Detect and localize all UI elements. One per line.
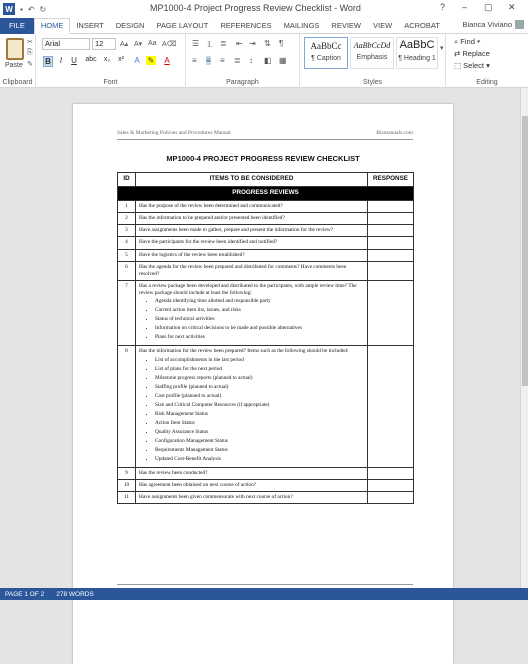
- paragraph-group: [186, 34, 300, 88]
- bullet-item: • Staffing profile (planned to actual): [155, 384, 364, 391]
- tab-design[interactable]: DESIGN: [115, 20, 145, 30]
- table-row: [118, 280, 414, 345]
- bullet-item: • Milestone progress reports (planned to actual): [155, 375, 364, 382]
- bullet-item: • Configuration Management Status: [155, 438, 364, 445]
- strikethrough-button[interactable]: abc: [85, 56, 97, 63]
- styles-group: [300, 34, 446, 88]
- find-label: Find: [460, 37, 475, 46]
- table-row: [118, 237, 414, 249]
- table-row: [118, 201, 414, 213]
- row-id: 10: [118, 480, 136, 492]
- response-cell[interactable]: [368, 492, 414, 504]
- row-id: 5: [118, 249, 136, 261]
- bullets-icon[interactable]: ☰: [192, 39, 200, 48]
- row-item-text: Has the information for the review been prepared? Items such as the following should be included:: [139, 348, 349, 355]
- style-name: Emphasis: [356, 54, 388, 61]
- paste-button[interactable]: Paste: [5, 62, 23, 69]
- response-cell[interactable]: [368, 346, 414, 468]
- numbering-icon[interactable]: ⒈: [206, 40, 214, 49]
- format-painter-icon[interactable]: ✎: [27, 61, 33, 68]
- page-header-left: Sales & Marketing Policies and Procedures Manual: [117, 130, 231, 136]
- row-id: 11: [118, 492, 136, 504]
- replace-label: Replace: [462, 49, 490, 58]
- save-icon[interactable]: ▪: [20, 4, 23, 14]
- justify-icon[interactable]: ≣: [234, 56, 241, 65]
- row-id: 8: [118, 346, 136, 468]
- help-button[interactable]: ?: [440, 2, 446, 12]
- borders-icon[interactable]: ▦: [279, 56, 287, 65]
- change-case-icon[interactable]: Aa: [148, 40, 157, 47]
- bullet-item: • List of accomplishments in the last period: [155, 357, 364, 364]
- table-row: [118, 225, 414, 237]
- minimize-button[interactable]: –: [462, 2, 468, 12]
- header-response: RESPONSE: [368, 173, 414, 187]
- scrollbar-thumb[interactable]: [522, 116, 528, 386]
- section-row: [118, 187, 414, 201]
- redo-icon[interactable]: ↻: [39, 4, 47, 14]
- bullet-item: • Updated Cost-Benefit Analysis: [155, 456, 364, 463]
- select-button[interactable]: ⬚ Select ▾: [454, 61, 490, 70]
- show-marks-icon[interactable]: ¶: [279, 39, 284, 48]
- font-group: [36, 34, 186, 88]
- row-item-text: Have assignments been made to gather, prepare and present the information for the review?: [139, 227, 333, 234]
- table-row: [118, 249, 414, 261]
- editing-group: [446, 34, 528, 88]
- paragraph-label: Paragraph: [226, 79, 259, 86]
- style-name: ¶ Caption: [311, 55, 341, 62]
- row-item-text: Has a review package been developed and distributed to the participants, with ample review time? The review package should include at least the following:: [139, 282, 357, 297]
- bullet-item: • Risk Management Status: [155, 411, 364, 418]
- row-item: [136, 492, 368, 504]
- bullet-item: • Status of technical activities: [155, 316, 364, 323]
- row-item: [136, 480, 368, 492]
- style-sample: AaBbCcDd: [353, 41, 391, 50]
- styles-label: Styles: [362, 79, 383, 86]
- response-cell[interactable]: [368, 280, 414, 345]
- select-label: Select: [463, 61, 485, 70]
- row-item-text: Has the agenda for the review been prepared and distributed for comments? Have comments been resolved?: [139, 263, 347, 277]
- bullet-item: • Information on critical decisions to be made and possible alternatives: [155, 325, 364, 332]
- response-cell[interactable]: [368, 467, 414, 479]
- vertical-scrollbar[interactable]: [520, 88, 528, 588]
- style-sample: AaBbCc: [310, 41, 342, 51]
- table-row: [118, 492, 414, 504]
- find-button[interactable]: ⌕ Find ▾: [454, 37, 481, 46]
- title-bar: [0, 0, 528, 18]
- tab-acrobat[interactable]: ACROBAT: [404, 20, 440, 30]
- style-emphasis[interactable]: [350, 37, 394, 69]
- font-color-icon[interactable]: A: [164, 56, 170, 65]
- row-id: 7: [118, 280, 136, 345]
- copy-icon[interactable]: ⎘: [27, 49, 33, 56]
- response-cell[interactable]: [368, 480, 414, 492]
- row-id: 3: [118, 225, 136, 237]
- document-area[interactable]: [0, 88, 520, 588]
- row-item: [136, 201, 368, 213]
- tab-insert[interactable]: INSERT: [76, 20, 104, 30]
- ribbon: [0, 34, 528, 88]
- bullet-item: • Current action item list, issues, and risks: [155, 307, 364, 314]
- style-caption[interactable]: [304, 37, 348, 69]
- shading-icon[interactable]: ◧: [264, 56, 272, 65]
- bullet-item: • Agenda identifying time allotted and responsible party: [155, 298, 364, 305]
- italic-button[interactable]: I: [59, 56, 63, 65]
- row-item-text: Has the review been conducted?: [139, 469, 208, 476]
- line-spacing-icon[interactable]: ↕: [249, 56, 253, 65]
- undo-icon[interactable]: ↶: [27, 4, 35, 14]
- paste-icon[interactable]: [6, 38, 24, 60]
- shrink-font-icon[interactable]: A▾: [134, 41, 143, 48]
- tab-references[interactable]: REFERENCES: [220, 20, 272, 30]
- multilevel-list-icon[interactable]: ≣: [220, 39, 227, 48]
- row-bullet-list: [155, 298, 364, 341]
- style-name: ¶ Heading 1: [398, 55, 436, 62]
- user-name: Bianca Viviano: [462, 20, 512, 29]
- select-icon: ⬚: [454, 61, 464, 70]
- increase-indent-icon[interactable]: ⇥: [249, 39, 256, 48]
- row-item-text: Has agreement been obtained on next course of action?: [139, 482, 257, 489]
- table-row: [118, 261, 414, 280]
- header-items: ITEMS TO BE CONSIDERED: [136, 173, 368, 187]
- highlight-icon[interactable]: ✎: [147, 56, 155, 65]
- header-id: ID: [118, 173, 136, 187]
- style-heading-1[interactable]: [396, 37, 438, 69]
- response-cell[interactable]: [368, 225, 414, 237]
- bullet-item: • Quality Assurance Status: [155, 429, 364, 436]
- response-cell[interactable]: [368, 201, 414, 213]
- align-center-icon[interactable]: ≡: [206, 56, 211, 65]
- table-row: [118, 346, 414, 468]
- row-item-text: Have the logistics of the review been established?: [139, 251, 245, 258]
- tab-home[interactable]: HOME: [34, 18, 71, 34]
- bullet-item: • Size and Critical Computer Resources (if appropriate): [155, 402, 364, 409]
- bullet-item: • Plans for next activities: [155, 334, 364, 341]
- clipboard-label: Clipboard: [2, 79, 33, 86]
- row-item: [136, 249, 368, 261]
- font-size-select[interactable]: 12: [92, 38, 116, 50]
- row-item-text: Have the participants for the review been identified and notified?: [139, 239, 278, 246]
- replace-icon: ⇄: [454, 49, 463, 58]
- font-family-select[interactable]: Arial: [42, 38, 90, 50]
- table-row: [118, 467, 414, 479]
- tab-page-layout[interactable]: PAGE LAYOUT: [156, 20, 209, 30]
- response-cell[interactable]: [368, 213, 414, 225]
- section-title: PROGRESS REVIEWS: [118, 187, 414, 201]
- window-title: MP1000-4 Project Progress Review Checklist - Word: [150, 3, 361, 13]
- row-item: [136, 467, 368, 479]
- table-row: [118, 480, 414, 492]
- text-effects-icon[interactable]: A: [134, 56, 140, 65]
- footer-divider: [117, 584, 413, 585]
- decrease-indent-icon[interactable]: ⇤: [236, 39, 243, 48]
- row-item: [136, 213, 368, 225]
- clear-formatting-icon[interactable]: A⌫: [162, 41, 177, 48]
- checklist-table: [117, 172, 414, 504]
- response-cell[interactable]: [368, 261, 414, 280]
- align-left-icon[interactable]: ≡: [192, 56, 197, 65]
- word-count[interactable]: 278 WORDS: [56, 590, 94, 598]
- word-app-icon[interactable]: W: [3, 3, 15, 15]
- styles-more-icon[interactable]: ▾: [440, 45, 444, 52]
- row-item: [136, 280, 368, 345]
- row-bullet-list: [155, 357, 364, 463]
- document-title: MP1000-4 PROJECT PROGRESS REVIEW CHECKLIST: [166, 154, 360, 163]
- cut-icon[interactable]: ✂: [27, 39, 33, 46]
- row-item: [136, 346, 368, 468]
- row-item-text: Have assignments been given commensurate with next course of action?: [139, 494, 293, 501]
- user-account[interactable]: [463, 20, 524, 29]
- style-sample: AaBbC: [399, 39, 435, 51]
- header-divider: [117, 139, 413, 140]
- page-header-right: Bizmanuals.com: [376, 130, 413, 136]
- response-cell[interactable]: [368, 249, 414, 261]
- row-item: [136, 261, 368, 280]
- row-id: 4: [118, 237, 136, 249]
- page-count[interactable]: PAGE 1 OF 2: [5, 590, 45, 598]
- grow-font-icon[interactable]: A▴: [120, 41, 129, 48]
- response-cell[interactable]: [368, 237, 414, 249]
- tab-mailings[interactable]: MAILINGS: [283, 20, 320, 30]
- document-page[interactable]: [73, 104, 453, 664]
- tab-file[interactable]: FILE: [0, 18, 34, 34]
- row-item: [136, 237, 368, 249]
- status-bar: [0, 588, 528, 600]
- row-id: 9: [118, 467, 136, 479]
- editing-label: Editing: [476, 79, 498, 86]
- underline-button[interactable]: U: [71, 56, 77, 65]
- font-label: Font: [103, 79, 118, 86]
- find-icon: ⌕: [454, 37, 461, 46]
- tab-view[interactable]: VIEW: [373, 20, 393, 30]
- clipboard-group: [0, 34, 36, 88]
- table-row: [118, 213, 414, 225]
- avatar: [515, 20, 524, 29]
- bold-button[interactable]: B: [43, 56, 53, 67]
- tab-review[interactable]: REVIEW: [331, 20, 362, 30]
- bullet-item: • List of plans for the next period: [155, 366, 364, 373]
- restore-button[interactable]: ▢: [484, 2, 493, 12]
- subscript-button[interactable]: x₂: [103, 56, 111, 63]
- superscript-button[interactable]: x²: [118, 56, 124, 63]
- align-right-icon[interactable]: ≡: [220, 56, 225, 65]
- row-item-text: Has the information to be prepared and/or presented been identified?: [139, 215, 285, 222]
- bullet-item: • Requirements Management Status: [155, 447, 364, 454]
- row-item-text: Has the purpose of the review been determined and communicated?: [139, 203, 283, 209]
- replace-button[interactable]: [454, 49, 490, 58]
- close-button[interactable]: ✕: [508, 2, 516, 12]
- bullet-item: • Action Item Status: [155, 420, 364, 427]
- table-header-row: [118, 173, 414, 187]
- ribbon-tabs: [0, 18, 528, 34]
- sort-icon[interactable]: ⇅: [264, 39, 271, 48]
- bullet-item: • Cost profile (planned to actual): [155, 393, 364, 400]
- row-item: [136, 225, 368, 237]
- row-id: 1: [118, 201, 136, 213]
- row-id: 2: [118, 213, 136, 225]
- row-id: 6: [118, 261, 136, 280]
